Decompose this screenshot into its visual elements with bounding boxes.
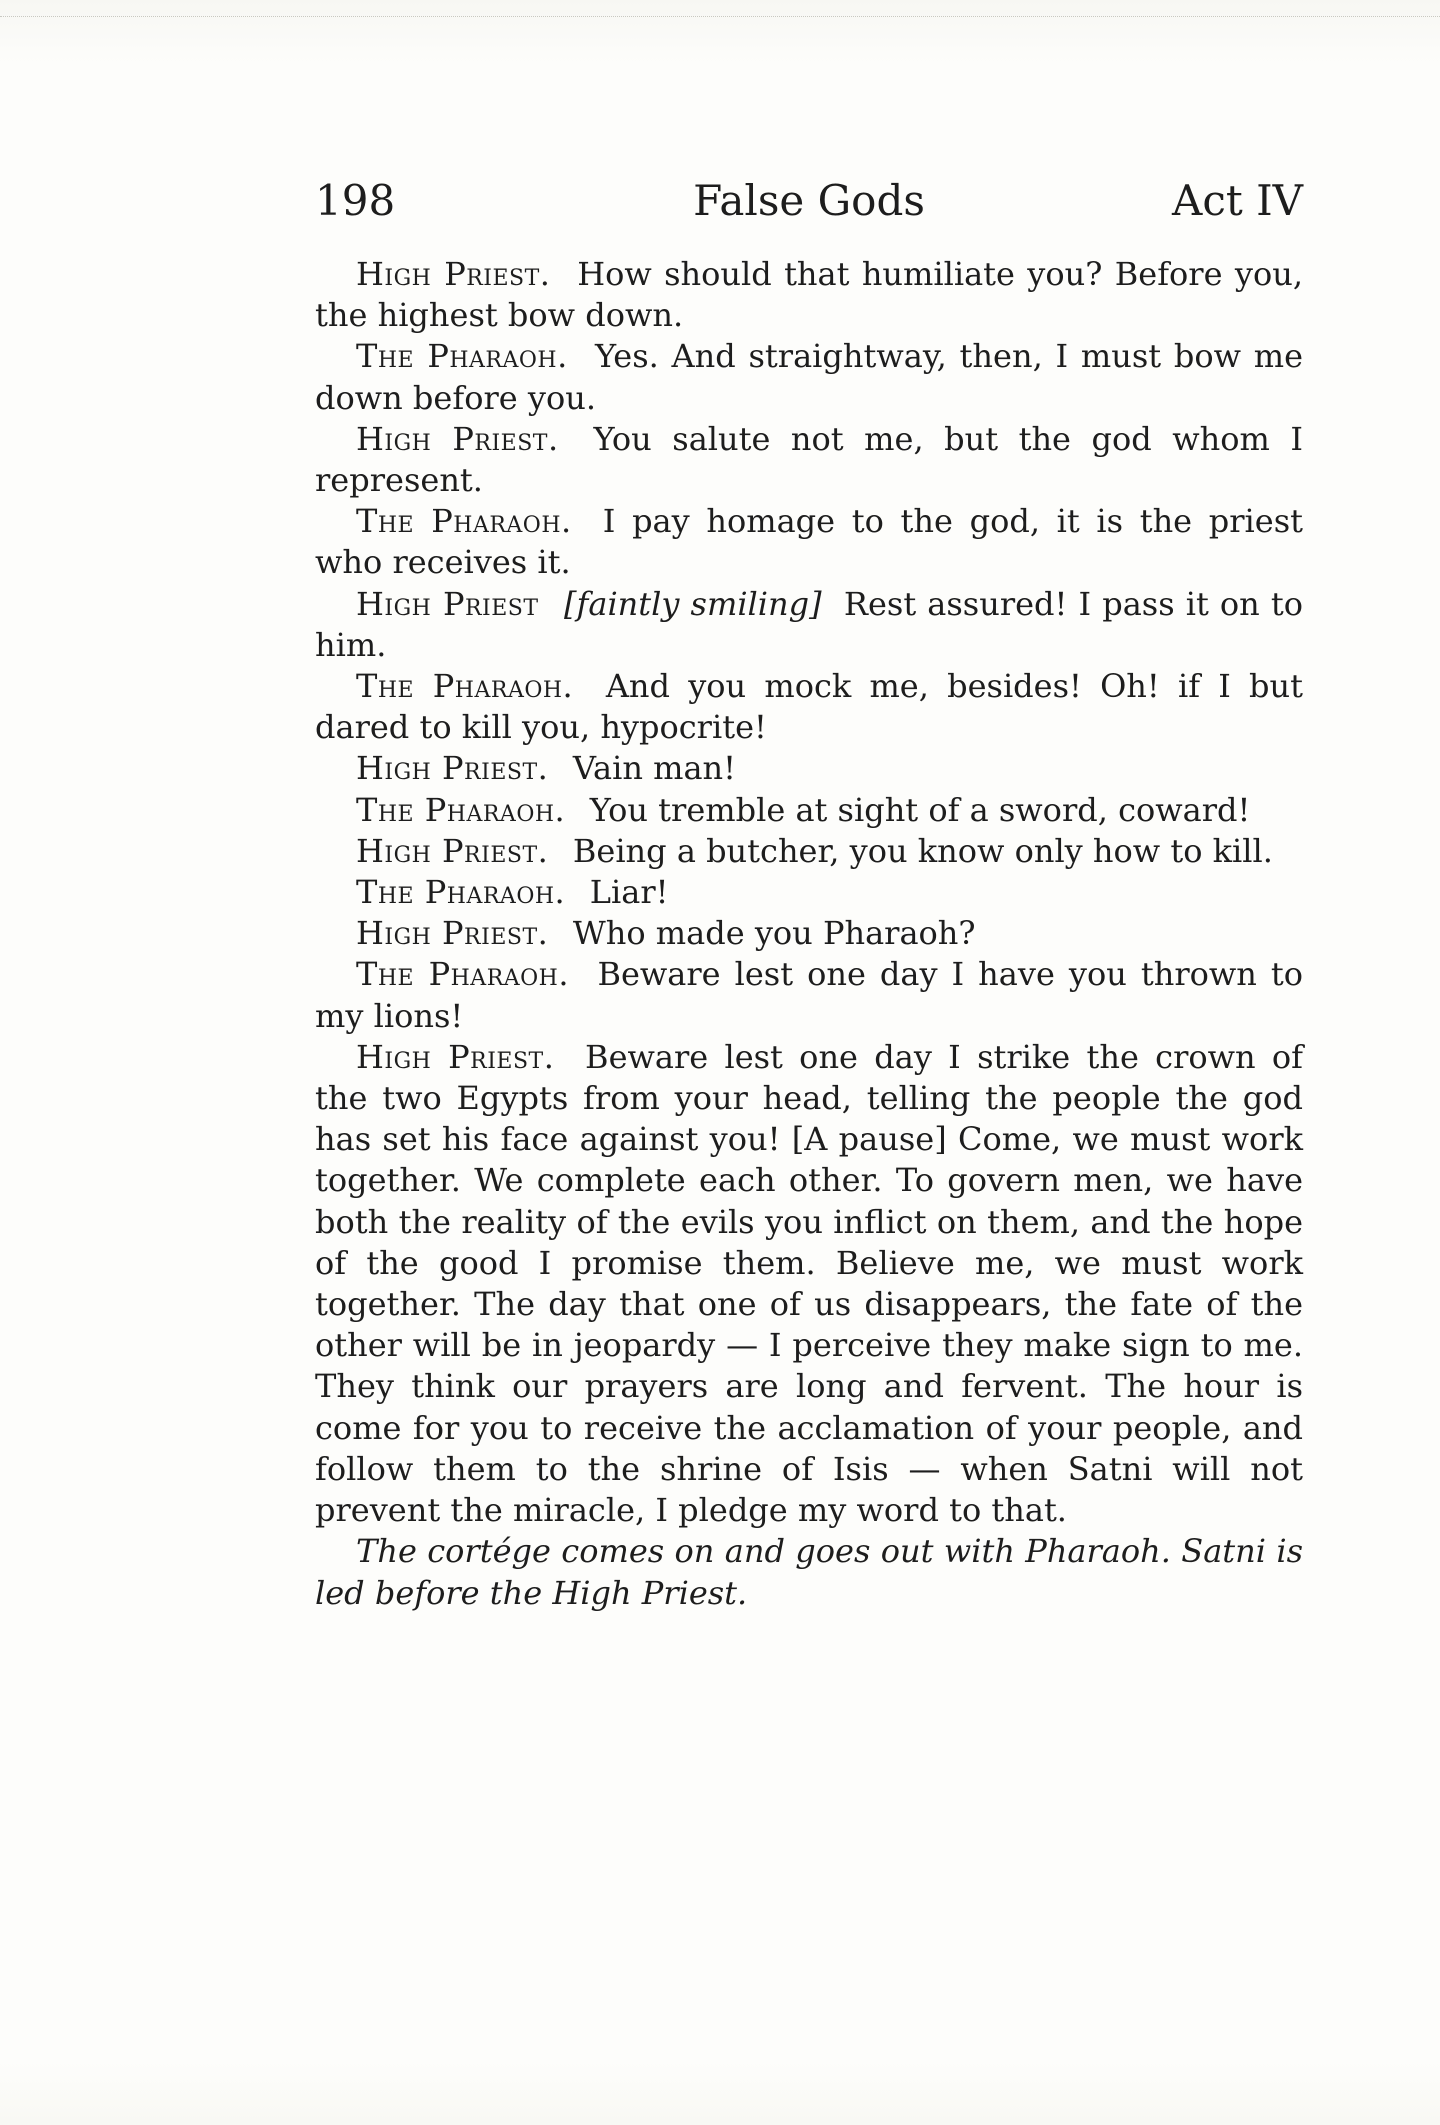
dialogue-paragraph (315, 336, 1303, 418)
dialogue-text: Beware lest one day I strike the crown of the two Egypts from your head, telling the people the god has set his face against you! [A pause] Come, we must work together. We complete each other. To govern men, we have both the reality of the evils you inflict on them, and the hope of the good I promise them. Believe me, we must work together. The day that one of us disappears, the fate of the other will be in jeopardy — I perceive they make sign to me. They think our prayers are long and fervent. The hour is come for you to receive the acclamation of your people, and follow them to the shrine of Isis — when Satni will not prevent the miracle, I pledge my word to that. (315, 1037, 1304, 1530)
speaker-name: High Priest. (356, 831, 549, 870)
speaker-name: High Priest. (356, 914, 549, 953)
dialogue-paragraph (315, 954, 1303, 1036)
dialogue-paragraph (315, 666, 1303, 748)
dialogue-paragraph (315, 419, 1303, 501)
dialogue-paragraph (315, 831, 1303, 872)
page-number: 198 (315, 176, 396, 225)
scan-edge-line (0, 16, 1440, 17)
dialogue-text: I pay homage to the god, it is the priest who receives it. (315, 502, 1304, 582)
act-label: Act IV (1171, 176, 1303, 225)
dialogue-paragraph (315, 584, 1303, 666)
speaker-name: The Pharaoh. (356, 502, 572, 541)
stage-direction-paragraph (315, 1531, 1303, 1613)
dialogue-text: Beware lest one day I have you thrown to my lions! (315, 955, 1304, 1035)
dialogue-text: How should that humiliate you? Before you, the highest bow down. (315, 255, 1304, 335)
dialogue-paragraph (315, 254, 1303, 336)
dialogue-paragraph (315, 913, 1303, 954)
dialogue-text: You tremble at sight of a sword, coward! (589, 790, 1251, 829)
speaker-name: The Pharaoh. (356, 337, 568, 376)
dialogue-text: Yes. And straightway, then, I must bow me down before you. (315, 337, 1304, 417)
dialogue-paragraph (315, 1037, 1303, 1531)
dialogue-text: Rest assured! I pass it on to him. (315, 584, 1303, 664)
speaker-name: High Priest. (356, 419, 559, 458)
play-text (315, 254, 1303, 1614)
stage-direction-line: The cortége comes on and goes out with Pharaoh. (356, 1532, 1171, 1571)
dialogue-paragraph (315, 501, 1303, 583)
speaker-name: High Priest. (356, 749, 549, 788)
dialogue-paragraph (315, 872, 1303, 913)
dialogue-paragraph (315, 748, 1303, 789)
speaker-name: The Pharaoh. (356, 667, 574, 706)
speaker-name: High Priest. (356, 1037, 555, 1076)
stage-direction-inline: [faintly smiling] (564, 584, 822, 623)
stage-direction-line: Satni is led before the High Priest. (315, 1532, 1304, 1612)
dialogue-text: Being a butcher, you know only how to kill. (572, 831, 1273, 870)
running-title: False Gods (693, 176, 925, 225)
running-header (315, 176, 1303, 236)
speaker-name: The Pharaoh. (356, 790, 566, 829)
dialogue-text: And you mock me, besides! Oh! if I but dared to kill you, hypocrite! (315, 667, 1303, 747)
dialogue-paragraph (315, 790, 1303, 831)
speaker-name: The Pharaoh. (356, 873, 566, 912)
dialogue-text: Liar! (589, 873, 669, 912)
speaker-name: The Pharaoh. (356, 955, 570, 994)
speaker-name: High Priest (356, 584, 539, 623)
dialogue-text: Vain man! (572, 749, 737, 788)
speaker-name: High Priest. (356, 255, 551, 293)
dialogue-text: Who made you Pharaoh? (572, 914, 976, 953)
dialogue-text: You salute not me, but the god whom I represent. (315, 419, 1304, 500)
